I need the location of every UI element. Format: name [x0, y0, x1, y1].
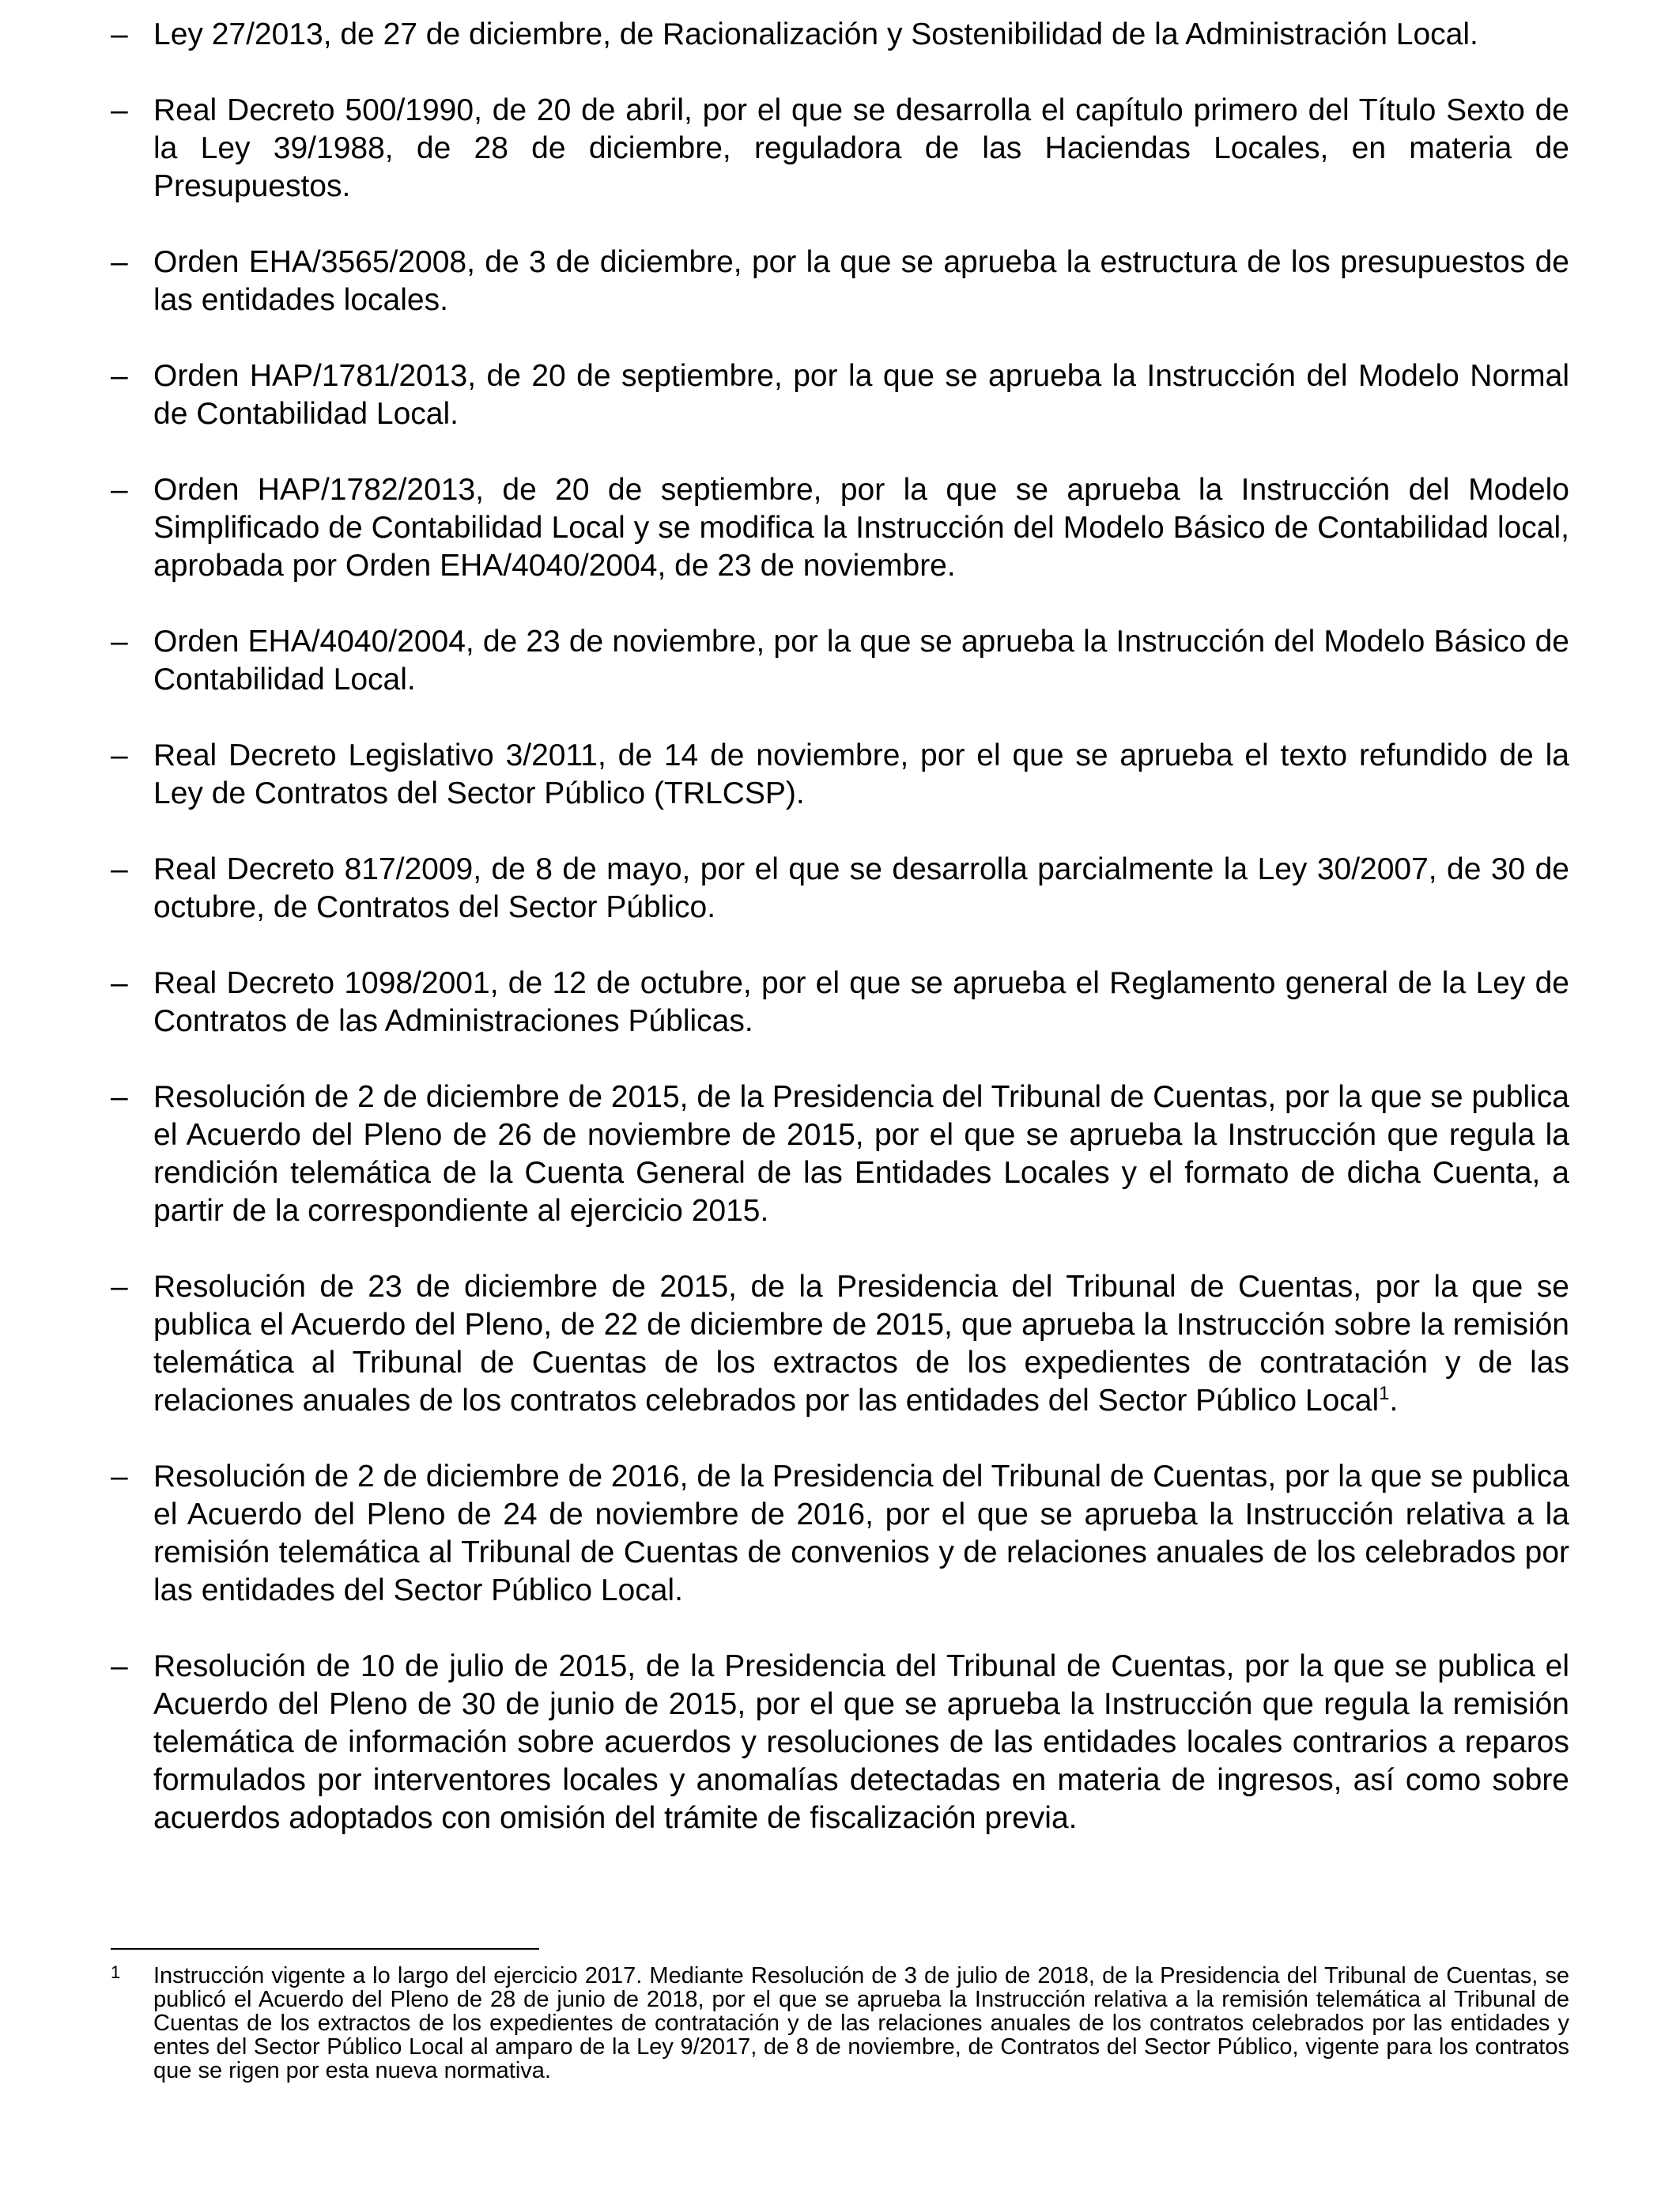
list-item-text: Real Decreto 500/1990, de 20 de abril, por el que se desarrolla el capítulo primero del Título Sexto de la Ley 39/1988, de 28 de diciembre, reguladora de las Haciendas Locales, en materia de Presupuestos.: [153, 93, 1569, 203]
list-item-text: Resolución de 2 de diciembre de 2016, de la Presidencia del Tribunal de Cuentas, por la que se publica el Acuerdo del Pleno de 24 de noviembre de 2016, por el que se aprueba la Instrucción relativa a la remisión telemática al Tribunal de Cuentas de convenios y de relaciones anuales de los celebrados por las entidades del Sector Público Local.: [153, 1460, 1569, 1607]
list-item: [111, 1648, 1569, 1837]
list-item-text: [153, 1270, 1569, 1418]
dash-bullet: –: [111, 245, 128, 279]
list-item: [111, 244, 1569, 319]
list-item-text: Resolución de 10 de julio de 2015, de la Presidencia del Tribunal de Cuentas, por la que se publica el Acuerdo del Pleno de 30 de junio de 2015, por el que se aprueba la Instrucción que regula la remisión telemática de información sobre acuerdos y resoluciones de las entidades locales contrarios a reparos formulados por interventores locales y anomalías detectadas en materia de ingresos, así como sobre acuerdos adoptados con omisión del trámite de fiscalización previa.: [153, 1649, 1569, 1835]
list-item-text: Orden EHA/3565/2008, de 3 de diciembre, por la que se aprueba la estructura de los presupuestos de las entidades locales.: [153, 245, 1569, 317]
footnote-separator: [111, 1948, 539, 1950]
list-item: [111, 471, 1569, 585]
dash-bullet: –: [111, 1270, 128, 1304]
list-item: [111, 92, 1569, 206]
dash-bullet: –: [111, 17, 128, 51]
list-item: [111, 737, 1569, 813]
list-item-text: Resolución de 2 de diciembre de 2015, de la Presidencia del Tribunal de Cuentas, por la que se publica el Acuerdo del Pleno de 26 de noviembre de 2015, por el que se aprueba la Instrucción que regula la rendición telemática de la Cuenta General de las Entidades Locales y el formato de dicha Cuenta, a partir de la correspondiente al ejercicio 2015.: [153, 1080, 1569, 1228]
list-item-text: Ley 27/2013, de 27 de diciembre, de Racionalización y Sostenibilidad de la Administración Local.: [153, 17, 1478, 51]
list-item-text: Real Decreto Legislativo 3/2011, de 14 de noviembre, por el que se aprueba el texto refundido de la Ley de Contratos del Sector Público (TRLCSP).: [153, 738, 1569, 810]
dash-bullet: –: [111, 1460, 128, 1494]
dash-bullet: –: [111, 1080, 128, 1114]
dash-bullet: –: [111, 359, 128, 393]
list-item: [111, 1458, 1569, 1610]
list-item-body: Resolución de 23 de diciembre de 2015, de la Presidencia del Tribunal de Cuentas, por la que se publica el Acuerdo del Pleno, de 22 de diciembre de 2015, que aprueba la Instrucción sobre la remisión telemática al Tribunal de Cuentas de los extractos de los expedientes de contratación y de las relaciones anuales de los contratos celebrados por las entidades del Sector Público Local: [153, 1270, 1569, 1418]
list-item-text: Orden HAP/1781/2013, de 20 de septiembre, por la que se aprueba la Instrucción del Modelo Normal de Contabilidad Local.: [153, 359, 1569, 431]
list-item-text: Orden HAP/1782/2013, de 20 de septiembre, por la que se aprueba la Instrucción del Modelo Simplificado de Contabilidad Local y se modifica la Instrucción del Modelo Básico de Contabilidad local, aprobada por Orden EHA/4040/2004, de 23 de noviembre.: [153, 473, 1569, 583]
list-item-text: Real Decreto 817/2009, de 8 de mayo, por el que se desarrolla parcialmente la Ley 30/2007, de 30 de octubre, de Contratos del Sector Público.: [153, 852, 1569, 924]
list-item-text: Orden EHA/4040/2004, de 23 de noviembre, por la que se aprueba la Instrucción del Modelo Básico de Contabilidad Local.: [153, 625, 1569, 697]
footnote-reference[interactable]: 1: [1379, 1383, 1390, 1404]
dash-bullet: –: [111, 625, 128, 659]
list-item: [111, 16, 1569, 54]
dash-bullet: –: [111, 966, 128, 1000]
dash-bullet: –: [111, 852, 128, 886]
list-item-punctuation: .: [1389, 1384, 1399, 1418]
dash-bullet: –: [111, 473, 128, 507]
list-item: [111, 357, 1569, 433]
list-item: [111, 1078, 1569, 1230]
list-item: [111, 965, 1569, 1040]
list-item: [111, 851, 1569, 927]
dash-bullet: –: [111, 93, 128, 127]
list-item: [111, 623, 1569, 699]
list-item: [111, 1268, 1569, 1420]
footnote-text: Instrucción vigente a lo largo del ejercicio 2017. Mediante Resolución de 3 de julio de 2018, de la Presidencia del Tribunal de Cuentas, se publicó el Acuerdo del Pleno de 28 de junio de 2018, por el que se aprueba la Instrucción relativa a la remisión telemática al Tribunal de Cuentas de los extractos de los expedientes de contratación y de las relaciones anuales de los contratos celebrados por las entidades y entes del Sector Público Local al amparo de la Ley 9/2017, de 8 de noviembre, de Contratos del Sector Público, vigente para los contratos que se rigen por esta nueva normativa.: [153, 1963, 1569, 2083]
dash-bullet: –: [111, 1649, 128, 1683]
legislation-list: [111, 16, 1569, 1875]
dash-bullet: –: [111, 738, 128, 772]
footnote-marker: 1: [111, 1962, 121, 1982]
footnote: [111, 1964, 1569, 2083]
list-item-text: Real Decreto 1098/2001, de 12 de octubre, por el que se aprueba el Reglamento general de la Ley de Contratos de las Administraciones Públicas.: [153, 966, 1569, 1038]
